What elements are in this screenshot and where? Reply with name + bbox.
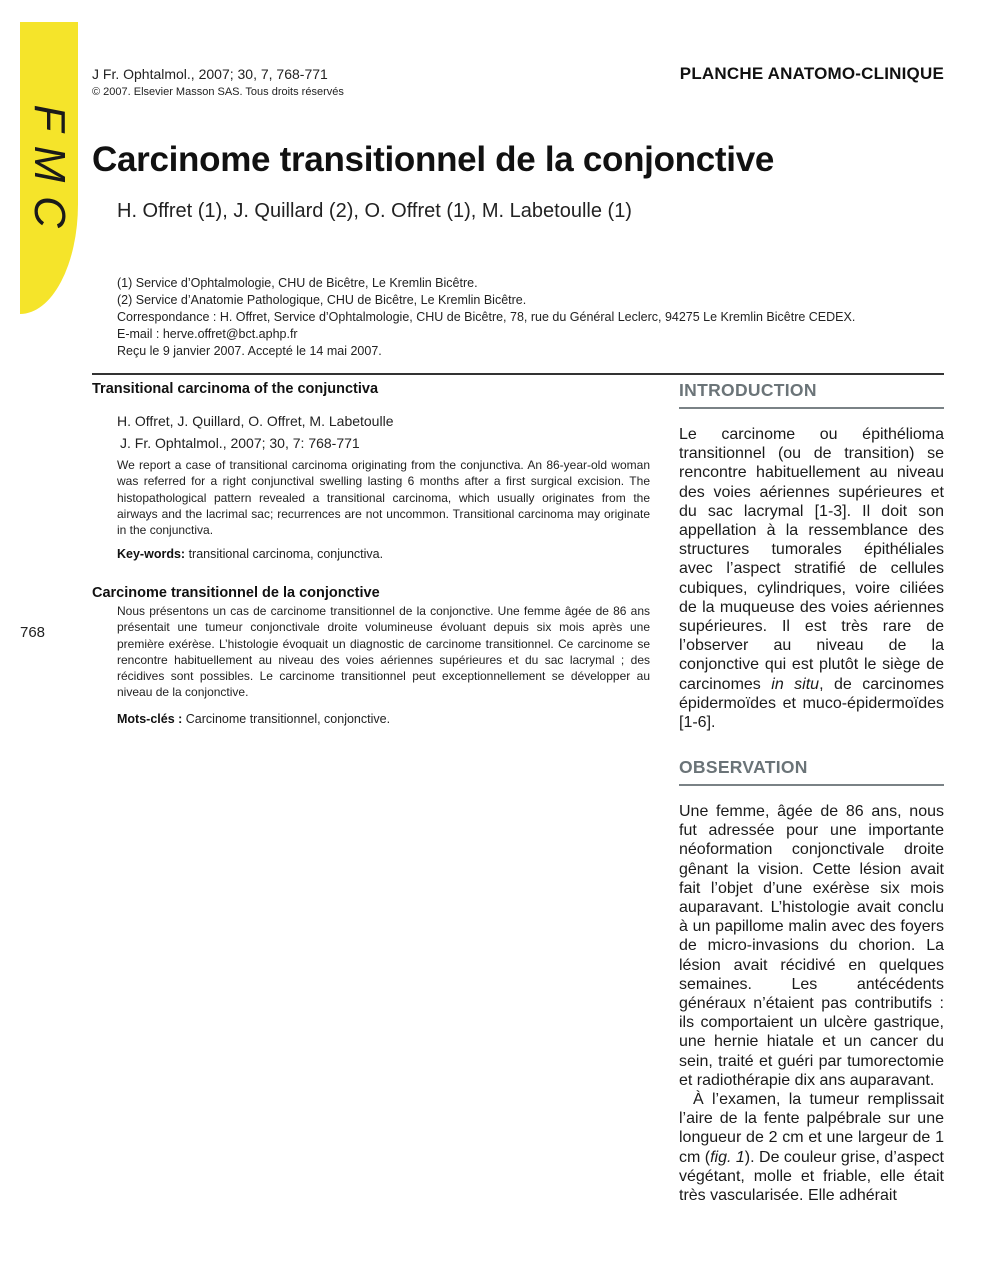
- abstract-en-heading: Transitional carcinoma of the conjunctiva: [92, 381, 379, 397]
- abstract-fr-text: Nous présentons un cas de carcinome transitionnel de la conjonctive. Une femme âgée de 86 ans présentait une tumeur conjonctivale droite volumineuse évoluant depuis six mois après une première exérèse. L’histologie évoquait un diagnostic de carcinome transitionnel. Ce carcinome se rencontre habituellement au niveau des voies aériennes supérieures et du sac lacrymal ; des récidives sont possibles. Le carcinome transitionnel peut exceptionnellement se développer au niveau de la conjonctive.: [117, 604, 650, 700]
- fmc-letter-f: F: [25, 104, 74, 132]
- article-title: Carcinome transitionnel de la conjonctive: [92, 140, 775, 179]
- abstract-fr-keywords: [92, 712, 650, 726]
- figure-reference[interactable]: fig. 1: [710, 1148, 745, 1166]
- intro-text-part1: Le carcinome ou épithélioma transitionnel (ou de transition) se rencontre habituellement au niveau des voies aériennes supérieures et du sac lacrymal [1-3]. Il doit son appellation à la ressemblance des structures tumorales épithéliales avec l’aspect stratifié de cellules cubiques, cylindriques, voire ciliées de la muqueuse des voies aériennes supérieures. Il est très rare de l’observer au niveau de la conjonctive qui est plutôt le siège de carcinomes: [679, 426, 944, 693]
- correspondence: Correspondance : H. Offret, Service d’Ophtalmologie, CHU de Bicêtre, 78, rue du Général Leclerc, 94275 Le Kremlin Bicêtre CEDEX.: [117, 310, 856, 324]
- intro-text-part2: , de carcinomes épidermoïdes et muco-épidermoïdes [1-6].: [679, 675, 944, 732]
- abstract-fr-heading: Carcinome transitionnel de la conjonctive: [92, 585, 380, 601]
- mots-cles-label: Mots-clés :: [117, 711, 183, 726]
- fmc-letter-c: C: [25, 196, 74, 228]
- obs-p2-part2: ). De couleur grise, d’aspect végétant, molle et friable, elle était très vascularisée. Elle adhérait: [679, 1148, 944, 1205]
- keywords-label: Key-words:: [117, 547, 186, 562]
- journal-reference: J Fr. Ophtalmol., 2007; 30, 7, 768-771: [92, 66, 328, 82]
- abstract-french: [92, 585, 650, 726]
- email-line[interactable]: E-mail : herve.offret@bct.aphp.fr: [117, 327, 298, 341]
- abstract-en-keywords: [92, 547, 650, 561]
- observation-heading: OBSERVATION: [679, 757, 944, 786]
- page-number: 768: [20, 624, 46, 641]
- obs-p2-part1: À l’examen, la tumeur remplissait l’aire de la fente palpébrale sur une longueur de 2 cm et une largeur de 1 cm (: [679, 1091, 944, 1166]
- keywords-value: transitional carcinoma, conjunctiva.: [188, 547, 384, 562]
- abstract-en-authors: H. Offret, J. Quillard, O. Offret, M. Labetoulle: [117, 413, 394, 429]
- mots-cles-value: Carcinome transitionnel, conjonctive.: [185, 711, 391, 726]
- introduction-text: [679, 425, 944, 732]
- abstract-en-citation: J. Fr. Ophtalmol., 2007; 30, 7: 768-771: [120, 435, 360, 451]
- observation-section: [679, 757, 944, 1205]
- intro-italic-in-situ: in situ: [771, 675, 820, 693]
- affiliation-1: (1) Service d’Ophtalmologie, CHU de Bicêtre, Le Kremlin Bicêtre.: [117, 276, 478, 290]
- abstract-english: [92, 381, 650, 561]
- copyright-notice: © 2007. Elsevier Masson SAS. Tous droits réservés: [92, 86, 344, 98]
- abstract-en-text: We report a case of transitional carcinoma originating from the conjunctiva. An 86-year-old woman was referred for a right conjunctival swelling lasting 6 months after a first surgical excision. The histopathological pattern revealed a transitional carcinoma, which usually originates from the airways and the lacrimal sac; recurrences are not uncommon. Transitional carcinoma may originate in the conjunctiva.: [117, 458, 650, 538]
- introduction-heading: INTRODUCTION: [679, 380, 944, 409]
- article-authors: H. Offret (1), J. Quillard (2), O. Offret (1), M. Labetoulle (1): [117, 200, 632, 222]
- observation-paragraph-1: Une femme, âgée de 86 ans, nous fut adressée pour une importante néoformation conjonctivale droite gênant la vision. Cette lésion avait fait l’objet d’une exérèse six mois auparavant. L’histologie avait conclu à un papillome malin avec des foyers de micro-invasions du chorion. La lésion avait récidivé en quelques semaines. Les antécédents généraux n’étaient pas contributifs : ils comportaient un ulcère gastrique, une hernie hiatale et un cancer du sein, traité et guéri par tumorectomie et radiothérapie dix ans auparavant.: [679, 803, 944, 1089]
- fmc-letter-m: M: [25, 145, 74, 183]
- section-tag: PLANCHE ANATOMO-CLINIQUE: [679, 64, 944, 83]
- affiliation-2: (2) Service d’Anatomie Pathologique, CHU de Bicêtre, Le Kremlin Bicêtre.: [117, 293, 527, 307]
- observation-paragraph-2: [679, 1090, 944, 1205]
- header-divider: [92, 373, 944, 375]
- introduction-section: [679, 380, 944, 732]
- received-date: Reçu le 9 janvier 2007. Accepté le 14 mai 2007.: [117, 344, 382, 358]
